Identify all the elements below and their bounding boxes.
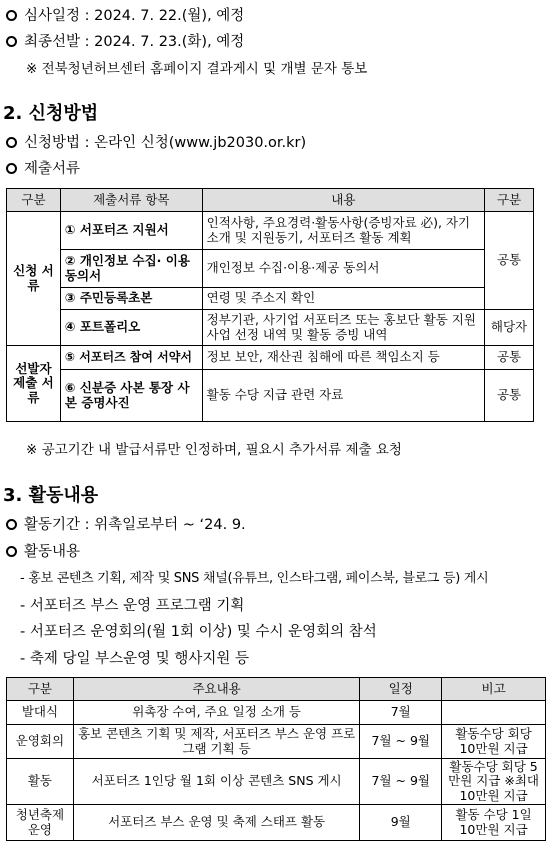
doc-content: 개인정보 수집·이용·제공 동의서 xyxy=(202,250,484,288)
docs-line xyxy=(6,157,80,178)
activity-note: 활동수당 회당 10만원 지급 xyxy=(442,725,546,759)
method-line xyxy=(6,131,306,152)
header-type: 구분 xyxy=(7,189,61,212)
activity-item: - 서포터즈 부스 운영 프로그램 기획 xyxy=(20,598,245,614)
period-line xyxy=(6,513,246,534)
activities-table xyxy=(6,677,546,841)
schedule-review-line xyxy=(6,4,244,25)
section-3-heading: 3. 활동내용 xyxy=(3,485,99,506)
activity-item: - 축제 당일 부스운영 및 행사지원 등 xyxy=(20,651,249,667)
doc-item: ⑤ 서포터즈 참여 서약서 xyxy=(60,346,202,370)
activity-type: 활동 xyxy=(7,759,74,805)
activity-type: 운영회의 xyxy=(7,725,74,759)
circle-bullet-icon xyxy=(6,519,17,530)
circle-bullet-icon xyxy=(6,546,17,557)
schedule-final-text: 최종선발 : 2024. 7. 23.(화), 예정 xyxy=(24,34,245,50)
docs-note: ※ 공고기간 내 발급서류만 인정하며, 필요시 추가서류 제출 요청 xyxy=(26,442,402,458)
schedule-review-text: 심사일정 : 2024. 7. 22.(월), 예정 xyxy=(24,8,245,24)
header-schedule: 일정 xyxy=(360,678,442,701)
announce-note: ※ 전북청년허브센터 홈페이지 결과게시 및 개별 문자 통보 xyxy=(26,61,368,77)
period-text: 활동기간 : 위촉일로부터 ~ ‘24. 9. xyxy=(24,517,246,533)
circle-bullet-icon xyxy=(6,137,17,148)
group-application: 신청 서류 xyxy=(7,212,61,346)
activity-type: 청년축제 운영 xyxy=(7,805,74,841)
circle-bullet-icon xyxy=(6,36,17,47)
header-content: 주요내용 xyxy=(73,678,359,701)
activity-schedule: 9월 xyxy=(360,805,442,841)
doc-content: 연령 및 주소지 확인 xyxy=(202,288,484,310)
header-content: 내용 xyxy=(202,189,484,212)
header-type2: 구분 xyxy=(485,189,534,212)
header-note: 비고 xyxy=(442,678,546,701)
doc-content: 인적사항, 주요경력·활동사항(증빙자료 必), 자기소개 및 지원동기, 서포터즈 활동 계획 xyxy=(202,212,484,250)
content-line xyxy=(6,540,80,561)
doc-item: ④ 포트폴리오 xyxy=(60,310,202,346)
activity-content: 위촉장 수여, 주요 일정 소개 등 xyxy=(73,701,359,725)
activity-schedule: 7월 ~ 9월 xyxy=(360,725,442,759)
doc-content: 정부기관, 사기업 서포터즈 또는 홍보단 활동 지원사업 선정 내역 및 활동 증빙 내역 xyxy=(202,310,484,346)
group-selected: 선발자 제출 서류 xyxy=(7,346,61,422)
schedule-final-line xyxy=(6,30,244,51)
circle-bullet-icon xyxy=(6,10,17,21)
activity-schedule: 7월 ~ 9월 xyxy=(360,759,442,805)
section-2-heading: 2. 신청방법 xyxy=(3,103,99,124)
activity-note: 활동수당 회당 5만원 지급 ※최대 10만원 지급 xyxy=(442,759,546,805)
activity-schedule: 7월 xyxy=(360,701,442,725)
documents-table xyxy=(6,188,534,422)
activity-item: - 서포터즈 운영회의(월 1회 이상) 및 수시 운영회의 참석 xyxy=(20,624,377,640)
header-item: 제출서류 항목 xyxy=(60,189,202,212)
activity-note xyxy=(442,701,546,725)
activity-item: - 홍보 콘텐츠 기획, 제작 및 SNS 채널(유튜브, 인스타그램, 페이스북, 블로그 등) 게시 xyxy=(20,571,489,586)
docs-label: 제출서류 xyxy=(24,161,81,177)
doc-item: ③ 주민등록초본 xyxy=(60,288,202,310)
activity-type: 발대식 xyxy=(7,701,74,725)
activity-content: 서포터즈 1인당 월 1회 이상 콘텐츠 SNS 게시 xyxy=(73,759,359,805)
activity-note: 활동 수당 1일 10만원 지급 xyxy=(442,805,546,841)
doc-content: 활동 수당 지급 관련 자료 xyxy=(202,370,484,422)
doc-type: 해당자 xyxy=(485,310,534,346)
activity-content: 서포터즈 부스 운영 및 축제 스태프 활동 xyxy=(73,805,359,841)
content-label: 활동내용 xyxy=(24,544,81,560)
activity-content: 홍보 콘텐츠 기획 및 제작, 서포터즈 부스 운영 프로그램 기획 등 xyxy=(73,725,359,759)
doc-item: ① 서포터즈 지원서 xyxy=(60,212,202,250)
doc-content: 정보 보안, 재산권 침해에 따른 책임소지 등 xyxy=(202,346,484,370)
method-text: 신청방법 : 온라인 신청(www.jb2030.or.kr) xyxy=(24,135,307,151)
doc-item: ⑥ 신분증 사본 통장 사본 증명사진 xyxy=(60,370,202,422)
doc-type: 공통 xyxy=(485,346,534,370)
header-type: 구분 xyxy=(7,678,74,701)
doc-item: ② 개인정보 수집· 이용 동의서 xyxy=(60,250,202,288)
doc-type: 공통 xyxy=(485,212,534,310)
circle-bullet-icon xyxy=(6,163,17,174)
doc-type: 공통 xyxy=(485,370,534,422)
